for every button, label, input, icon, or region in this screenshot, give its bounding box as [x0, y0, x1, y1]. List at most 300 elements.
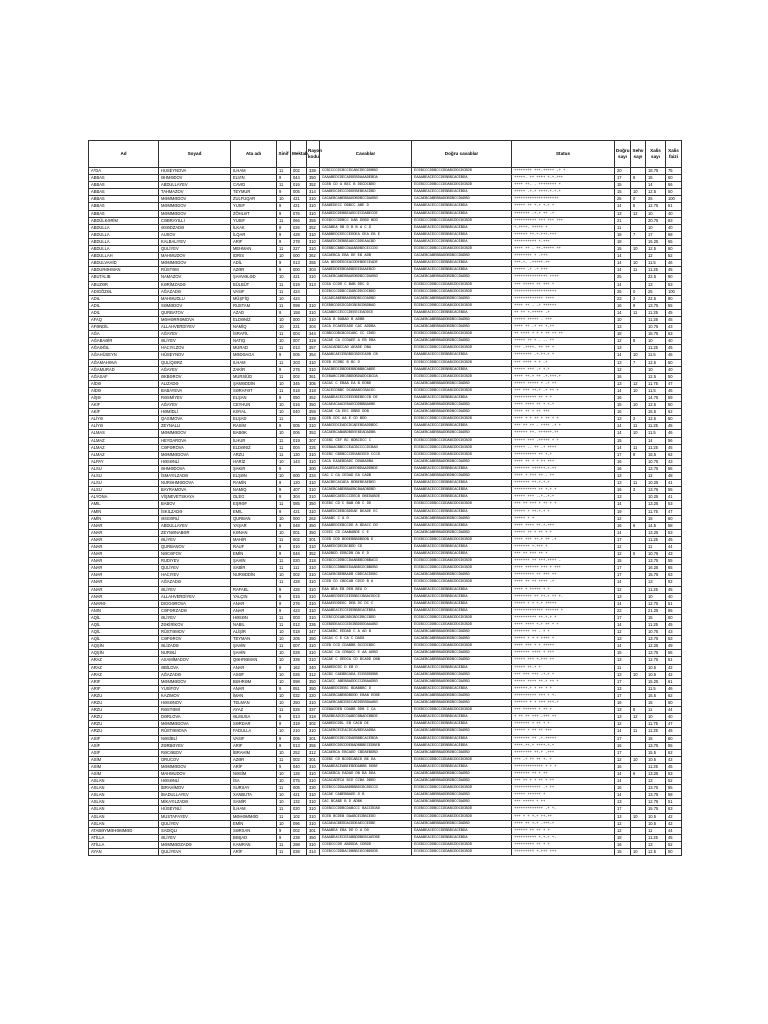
- cell-dogru-sayi: 16: [615, 458, 631, 465]
- cell-xalis-faiz: 43: [666, 551, 682, 558]
- cell-ata-adi: İSRAFİL: [231, 331, 277, 338]
- table-row: [89, 849, 682, 856]
- cell-ad: AQİL: [89, 622, 159, 629]
- cell-xalis-sayi: 15.75: [646, 331, 666, 338]
- cell-cavablar: EAABEDCDECBCBDD CD: [320, 543, 412, 550]
- cell-mektab: 020: [291, 558, 307, 565]
- cell-xalis-sayi: 11.5: [646, 260, 666, 267]
- cell-sehv-sayi: [631, 366, 646, 373]
- cell-ad: AKİF: [89, 409, 159, 416]
- cell-dogru-cavablar: EAAABEACECCCDEBBBCACEBDA: [412, 543, 512, 550]
- cell-sehv-sayi: [631, 763, 646, 770]
- cell-dogru-sayi: 14: [615, 792, 631, 799]
- cell-sinif: 9: [277, 522, 291, 529]
- cell-dogru-sayi: 15: [615, 849, 631, 856]
- cell-mektab: 426: [291, 586, 307, 593]
- cell-xalis-faiz: 41: [666, 480, 682, 487]
- cell-sinif: 10: [277, 799, 291, 806]
- cell-ata-adi: BƏŞAD: [231, 834, 277, 841]
- cell-status: ++++ + +++ ++ - ++: [512, 473, 615, 480]
- cell-sehv-sayi: [631, 465, 646, 472]
- cell-dogru-sayi: 15: [615, 189, 631, 196]
- cell-ata-adi: ELDƏNİZ: [231, 316, 277, 323]
- cell-xalis-sayi: 15: [646, 700, 666, 707]
- cell-cavablar: EAAABEACECEEABBDDBEBCAEDBE: [320, 834, 412, 841]
- cell-sehv-sayi: [631, 778, 646, 785]
- table-row: [89, 316, 682, 323]
- cell-rayon-kodu: 314: [307, 849, 320, 856]
- cell-dogru-sayi: 13: [615, 480, 631, 487]
- cell-status: +++ -+ ++ ++ +- +: [512, 756, 615, 763]
- cell-status: +++++++ ++ - + +: [512, 629, 615, 636]
- cell-ad: ABDULLA: [89, 224, 159, 231]
- cell-status: ++++ ++-+ ++ -+-+++-+: [512, 373, 615, 380]
- cell-rayon-kodu: 310: [307, 274, 320, 281]
- cell-status: +++++++++++++ ++++++ +: [512, 607, 615, 614]
- col-header-sinif: Sinif: [277, 141, 291, 168]
- cell-dogru-cavablar: CACAEBCABEBBADDBDBCCDADBD: [412, 380, 512, 387]
- cell-sehv-sayi: [631, 224, 646, 231]
- cell-ata-adi: NURƏDDİN: [231, 572, 277, 579]
- cell-dogru-cavablar: ECEBCCCDDBCCCDDABCDDCDCBDD: [412, 501, 512, 508]
- cell-sehv-sayi: [631, 331, 646, 338]
- cell-sehv-sayi: 11: [631, 444, 646, 451]
- cell-xalis-sayi: 15: [646, 515, 666, 522]
- cell-xalis-sayi: 10: [646, 593, 666, 600]
- cell-sehv-sayi: [631, 168, 646, 175]
- cell-dogru-sayi: 17: [615, 614, 631, 621]
- cell-sinif: 11: [277, 756, 291, 763]
- cell-sehv-sayi: 12: [631, 210, 646, 217]
- cell-xalis-sayi: 18.75: [646, 168, 666, 175]
- cell-dogru-sayi: 17: [615, 806, 631, 813]
- cell-sinif: 10: [277, 515, 291, 522]
- cell-soyad: NURƏHMƏDOVA: [159, 480, 231, 487]
- cell-sehv-sayi: 2: [631, 295, 646, 302]
- cell-ata-adi: MƏDƏAGA: [231, 352, 277, 359]
- table-row: [89, 522, 682, 529]
- cell-xalis-sayi: 13.75: [646, 487, 666, 494]
- cell-soyad: NURƏLİ: [159, 650, 231, 657]
- cell-sehv-sayi: [631, 735, 646, 742]
- cell-dogru-sayi: 13: [615, 473, 631, 480]
- cell-soyad: MİKAYILZADƏ: [159, 799, 231, 806]
- cell-xalis-faiz: 83: [666, 217, 682, 224]
- cell-rayon-kodu: 310: [307, 572, 320, 579]
- cell-rayon-kodu: 300: [307, 465, 320, 472]
- cell-ad: ALMAZ: [89, 444, 159, 451]
- cell-xalis-faiz: 47: [666, 721, 682, 728]
- table-row: [89, 700, 682, 707]
- cell-xalis-sayi: 11.25: [646, 444, 666, 451]
- cell-ad: ABDÜLKƏRİM: [89, 217, 159, 224]
- cell-xalis-faiz: 60: [666, 735, 682, 742]
- cell-xalis-sayi: 10.5: [646, 813, 666, 820]
- cell-sehv-sayi: 3: [631, 487, 646, 494]
- cell-cavablar: CCEA CCDD C BAB DDC D: [320, 281, 412, 288]
- cell-sehv-sayi: [631, 586, 646, 593]
- cell-xalis-sayi: 12.5: [646, 373, 666, 380]
- cell-dogru-sayi: 12: [615, 543, 631, 550]
- cell-cavablar: EAADBED EDBCDB DA E D: [320, 551, 412, 558]
- cell-ad: ASLAN: [89, 785, 159, 792]
- cell-ata-adi: TEYMUR: [231, 189, 277, 196]
- table-row: [89, 267, 682, 274]
- cell-ad: ARZU: [89, 721, 159, 728]
- cell-rayon-kodu: 355: [307, 217, 320, 224]
- cell-ad: ASİM: [89, 756, 159, 763]
- cell-dogru-cavablar: EAAABEACECCCDEBBBCACEBDA: [412, 714, 512, 721]
- cell-sehv-sayi: [631, 806, 646, 813]
- cell-ata-adi: ADİL: [231, 260, 277, 267]
- cell-rayon-kodu: 350: [307, 678, 320, 685]
- cell-sehv-sayi: [631, 536, 646, 543]
- cell-ad: AFƏNDİL: [89, 324, 159, 331]
- cell-soyad: MƏMMƏDOV: [159, 260, 231, 267]
- cell-xalis-faiz: 45: [666, 444, 682, 451]
- cell-rayon-kodu: 310: [307, 657, 320, 664]
- cell-rayon-kodu: 355: [307, 260, 320, 267]
- cell-status: +++ ++ ++ - ++++ -+ +: [512, 423, 615, 430]
- cell-rayon-kodu: 310: [307, 231, 320, 238]
- cell-mektab: 005: [291, 352, 307, 359]
- table-row: [89, 409, 682, 416]
- cell-sinif: 11: [277, 331, 291, 338]
- cell-rayon-kodu: 310: [307, 487, 320, 494]
- cell-xalis-sayi: 10: [646, 224, 666, 231]
- cell-ata-adi: SURXAY: [231, 785, 277, 792]
- cell-sehv-sayi: [631, 792, 646, 799]
- cell-xalis-faiz: 55: [666, 465, 682, 472]
- cell-sinif: 10: [277, 792, 291, 799]
- table-row: [89, 643, 682, 650]
- cell-sehv-sayi: 10: [631, 189, 646, 196]
- cell-ata-adi: ARZU: [231, 451, 277, 458]
- cell-status: ++++ ++ ++ ++++ -+: [512, 579, 615, 586]
- table-row: [89, 529, 682, 536]
- table-row: [89, 650, 682, 657]
- cell-xalis-faiz: 46: [666, 260, 682, 267]
- cell-status: ++++++++++ +++ +++ +++: [512, 217, 615, 224]
- cell-xalis-sayi: 12.75: [646, 203, 666, 210]
- cell-soyad: AĞAZADƏ: [159, 288, 231, 295]
- cell-cavablar: CCEBCCCDD ABDDDA CDBDD: [320, 841, 412, 848]
- cell-soyad: ORUCOV: [159, 756, 231, 763]
- cell-mektab: 250: [291, 700, 307, 707]
- cell-mektab: 210: [291, 728, 307, 735]
- cell-dogru-cavablar: ECEBCCCDDBCCCDDABCDDCDCBDD: [412, 622, 512, 629]
- cell-xalis-sayi: 13.75: [646, 785, 666, 792]
- cell-sinif: 9: [277, 721, 291, 728]
- cell-dogru-cavablar: CACAEBCABEBBADDBDBCCDADBD: [412, 657, 512, 664]
- cell-mektab: 098: [291, 678, 307, 685]
- cell-xalis-faiz: 52: [666, 778, 682, 785]
- cell-mektab: 428: [291, 231, 307, 238]
- cell-xalis-faiz: 47: [666, 508, 682, 515]
- cell-rayon-kodu: 314: [307, 189, 320, 196]
- cell-xalis-faiz: 45: [666, 586, 682, 593]
- table-row: [89, 338, 682, 345]
- cell-ad: ASİM: [89, 763, 159, 770]
- cell-mektab: 040: [291, 763, 307, 770]
- cell-xalis-sayi: 16.25: [646, 238, 666, 245]
- cell-sinif: 10: [277, 473, 291, 480]
- cell-ata-adi: ALİŞİR: [231, 629, 277, 636]
- cell-xalis-faiz: 48: [666, 473, 682, 480]
- cell-sehv-sayi: [631, 650, 646, 657]
- cell-soyad: RÜSTƏMOV: [159, 629, 231, 636]
- cell-sehv-sayi: [631, 834, 646, 841]
- cell-ad: ABBAS: [89, 175, 159, 182]
- cell-soyad: AĞAZADƏ: [159, 671, 231, 678]
- cell-xalis-sayi: 12.5: [646, 246, 666, 253]
- cell-xalis-sayi: 12.5: [646, 416, 666, 423]
- cell-sehv-sayi: [631, 458, 646, 465]
- cell-xalis-faiz: 45: [666, 728, 682, 735]
- cell-ad: ABBAS: [89, 182, 159, 189]
- cell-mektab: 098: [291, 302, 307, 309]
- cell-sehv-sayi: [631, 217, 646, 224]
- cell-mektab: 158: [291, 309, 307, 316]
- cell-dogru-cavablar: EAAABEACECCCDEBBBCACEBDA: [412, 487, 512, 494]
- cell-xalis-sayi: 20.75: [646, 217, 666, 224]
- cell-xalis-sayi: 11: [646, 707, 666, 714]
- col-header-dogru-sayi: Doğru sayı: [615, 141, 631, 168]
- cell-xalis-sayi: 12.75: [646, 657, 666, 664]
- cell-sinif: 11: [277, 345, 291, 352]
- cell-xalis-sayi: 13: [646, 579, 666, 586]
- cell-dogru-sayi: 14: [615, 352, 631, 359]
- cell-xalis-sayi: 15: [646, 175, 666, 182]
- cell-ad: ANIN: [89, 607, 159, 614]
- cell-sehv-sayi: [631, 749, 646, 756]
- cell-rayon-kodu: 350: [307, 522, 320, 529]
- cell-dogru-cavablar: CACAEBCABEBBADDBDBCCDADBD: [412, 458, 512, 465]
- cell-sehv-sayi: 8: [631, 451, 646, 458]
- cell-rayon-kodu: 301: [307, 827, 320, 834]
- cell-ata-adi: ŞAHVƏLƏD: [231, 274, 277, 281]
- cell-dogru-cavablar: EAAABEACECCCDEBBBCACEBDA: [412, 593, 512, 600]
- cell-mektab: 221: [291, 324, 307, 331]
- cell-mektab: 019: [291, 281, 307, 288]
- cell-status: +++++ + + +-+ +++++: [512, 600, 615, 607]
- cell-sinif: 11: [277, 373, 291, 380]
- cell-ata-adi: ZULFUQAR: [231, 196, 277, 203]
- cell-dogru-cavablar: CACAEBCABEBBADDBDBCCDADBD: [412, 749, 512, 756]
- cell-sinif: 10: [277, 657, 291, 664]
- cell-sehv-sayi: 12: [631, 714, 646, 721]
- cell-soyad: CƏFƏRZADƏ: [159, 607, 231, 614]
- cell-soyad: NƏSİBLİ: [159, 735, 231, 742]
- cell-sinif: 10: [277, 778, 291, 785]
- cell-xalis-faiz: 52: [666, 841, 682, 848]
- cell-dogru-cavablar: CACAEBCABEBBADDBDBCCDADBD: [412, 515, 512, 522]
- cell-dogru-sayi: 13: [615, 494, 631, 501]
- cell-cavablar: CACACADBCCAD AEADE DBA: [320, 345, 412, 352]
- cell-ad: ABBAS: [89, 196, 159, 203]
- cell-mektab: 421: [291, 792, 307, 799]
- cell-sehv-sayi: [631, 324, 646, 331]
- cell-dogru-sayi: 17: [615, 451, 631, 458]
- cell-sinif: 11: [277, 579, 291, 586]
- cell-xalis-sayi: 11.5: [646, 387, 666, 394]
- cell-xalis-sayi: 25: [646, 288, 666, 295]
- cell-xalis-faiz: 45: [666, 834, 682, 841]
- cell-status: +++ ++++ + + -+: [512, 359, 615, 366]
- table-row: [89, 458, 682, 465]
- cell-ad: ABUZƏR: [89, 281, 159, 288]
- cell-status: ++++-++-+ ++++-+-+: [512, 742, 615, 749]
- cell-sinif: 9: [277, 494, 291, 501]
- cell-soyad: ALLAHVERDİYEV: [159, 593, 231, 600]
- cell-ata-adi: FADULLA: [231, 728, 277, 735]
- cell-sehv-sayi: [631, 501, 646, 508]
- cell-sinif: 9: [277, 735, 291, 742]
- cell-dogru-sayi: 14: [615, 430, 631, 437]
- cell-dogru-cavablar: EAAABEACECCCDEBBBCACEBDA: [412, 231, 512, 238]
- cell-soyad: ASAMİMADOV: [159, 657, 231, 664]
- cell-cavablar: CCEBDDEACCCEDCBBDDDDAAABD: [320, 622, 412, 629]
- cell-xalis-faiz: 53: [666, 281, 682, 288]
- cell-xalis-faiz: 41: [666, 494, 682, 501]
- cell-soyad: ƏLİZADƏ: [159, 643, 231, 650]
- cell-ad: ATABƏYMƏHƏMMƏD: [89, 827, 159, 834]
- table-row: [89, 395, 682, 402]
- cell-sinif: 9: [277, 607, 291, 614]
- cell-dogru-sayi: 16: [615, 742, 631, 749]
- cell-status: ++++ ++ +-+ -+++-+: [512, 820, 615, 827]
- cell-ad: ASLAN: [89, 820, 159, 827]
- cell-status: +++ +++ ++-+ -+ ++ +: [512, 387, 615, 394]
- cell-soyad: TAHMAZOV: [159, 189, 231, 196]
- cell-status: ++++++++++ +++ + +-: [512, 692, 615, 699]
- cell-ad: ARIF: [89, 678, 159, 685]
- table-row: [89, 607, 682, 614]
- cell-dogru-cavablar: CACAEBCABEBBADDBDBCCDADBD: [412, 274, 512, 281]
- cell-xalis-sayi: 10.75: [646, 551, 666, 558]
- cell-xalis-sayi: 12: [646, 253, 666, 260]
- cell-ad: AQİL: [89, 614, 159, 621]
- cell-cavablar: EAAABEACEABEEBDDABBB DDBE: [320, 763, 412, 770]
- cell-rayon-kodu: 337: [307, 707, 320, 714]
- cell-xalis-sayi: 10: [646, 210, 666, 217]
- cell-status: ++++ ++ - ++-+++++ ++: [512, 246, 615, 253]
- cell-dogru-sayi: 13: [615, 714, 631, 721]
- cell-sinif: 10: [277, 572, 291, 579]
- cell-cavablar: CACACADECA BCD CCBA DBDD: [320, 778, 412, 785]
- cell-sehv-sayi: [631, 799, 646, 806]
- cell-rayon-kodu: 310: [307, 841, 320, 848]
- cell-dogru-cavablar: CACAEBCABEBBADDBDBCCDADBD: [412, 253, 512, 260]
- cell-sehv-sayi: [631, 373, 646, 380]
- cell-xalis-faiz: 40: [666, 593, 682, 600]
- cell-sehv-sayi: [631, 721, 646, 728]
- cell-dogru-cavablar: ECEBCCCDDBCCCDDABCDDCDCBDD: [412, 579, 512, 586]
- cell-sinif: 10: [277, 380, 291, 387]
- cell-mektab: 278: [291, 238, 307, 245]
- table-row: [89, 416, 682, 423]
- cell-dogru-cavablar: EAAABEACECCCDEBBBCACEBDA: [412, 586, 512, 593]
- cell-ad: ANAR: [89, 522, 159, 529]
- cell-cavablar: CAABEDCDECCDDDEBEBEACDBD: [320, 189, 412, 196]
- cell-cavablar: EAAABCAECEBDBDCBDCEADB CB: [320, 352, 412, 359]
- cell-status: ++++ ++ -+ ++ +-++: [512, 324, 615, 331]
- cell-dogru-cavablar: ECEBCCCDDBCCCDDABCDDCDCBDD: [412, 565, 512, 572]
- cell-mektab: 298: [291, 841, 307, 848]
- cell-rayon-kodu: 262: [307, 515, 320, 522]
- cell-xalis-sayi: 11.5: [646, 685, 666, 692]
- cell-xalis-sayi: 11.5: [646, 352, 666, 359]
- cell-dogru-cavablar: CACAEBCABEBBADDBDBCCDADBD: [412, 572, 512, 579]
- cell-ata-adi: RAFAEL: [231, 586, 277, 593]
- cell-cavablar: CACAEBCA EBA DE EB ADB: [320, 253, 412, 260]
- cell-ata-adi: HƏSƏN: [231, 614, 277, 621]
- cell-status: +++++++++++++ ++++: [512, 295, 615, 302]
- cell-xalis-sayi: 12.5: [646, 849, 666, 856]
- cell-xalis-sayi: 13: [646, 778, 666, 785]
- cell-sinif: 9: [277, 366, 291, 373]
- cell-ad: AĞABAƏİR: [89, 338, 159, 345]
- cell-xalis-faiz: 46: [666, 430, 682, 437]
- table-row: [89, 281, 682, 288]
- cell-dogru-cavablar: ECEBCCCDDBCCCDDABCDDCDCBDD: [412, 849, 512, 856]
- cell-dogru-sayi: 12: [615, 366, 631, 373]
- cell-ata-adi: YALÇIN: [231, 593, 277, 600]
- cell-status: ++++ ++ + ++ +++: [512, 409, 615, 416]
- cell-cavablar: CCEBCCDCABCBDCBDCDBCCBDD: [320, 614, 412, 621]
- cell-xalis-faiz: 59: [666, 395, 682, 402]
- cell-sinif: 11: [277, 806, 291, 813]
- cell-xalis-faiz: 51: [666, 799, 682, 806]
- cell-dogru-sayi: 12: [615, 721, 631, 728]
- col-header-soyad: Soyad: [159, 141, 231, 168]
- cell-soyad: HÜSEYNOV: [159, 352, 231, 359]
- cell-dogru-sayi: 17: [615, 565, 631, 572]
- cell-cavablar: CAABEDCDDCDDEBADBBBECEDBEB: [320, 742, 412, 749]
- cell-sehv-sayi: [631, 742, 646, 749]
- cell-mektab: 162: [291, 664, 307, 671]
- cell-status: ++++++++++ +-+-+ +-: [512, 834, 615, 841]
- cell-ata-adi: VASIF: [231, 735, 277, 742]
- cell-ata-adi: ARİF: [231, 763, 277, 770]
- cell-ad: ASLAN: [89, 806, 159, 813]
- cell-mektab: 040: [291, 409, 307, 416]
- cell-ad: ANAR: [89, 572, 159, 579]
- table-row: [89, 629, 682, 636]
- cell-rayon-kodu: 310: [307, 203, 320, 210]
- cell-ad: ARZU: [89, 692, 159, 699]
- cell-dogru-cavablar: EAAABEACECCCDEBBBCACEBDA: [412, 224, 512, 231]
- cell-dogru-cavablar: ECEBCCCDDBCCCDDABCDDCDCBDD: [412, 813, 512, 820]
- cell-sehv-sayi: 5: [631, 203, 646, 210]
- cell-cavablar: CCEBCCCDDBACDBBBCDCDBDDDB: [320, 849, 412, 856]
- cell-rayon-kodu: 305: [307, 380, 320, 387]
- cell-dogru-cavablar: EAAABEACECCCDEBBBCACEBDA: [412, 189, 512, 196]
- table-row: [89, 714, 682, 721]
- cell-sinif: 11: [277, 841, 291, 848]
- table-row: [89, 778, 682, 785]
- cell-dogru-cavablar: CACAEBCABEBBADDBDBCCDADBD: [412, 728, 512, 735]
- cell-cavablar: ECEBC CBDBCCCDEABCEED CCCD: [320, 451, 412, 458]
- cell-rayon-kodu: 339: [307, 416, 320, 423]
- cell-ad: ANAR: [89, 593, 159, 600]
- cell-dogru-sayi: 14: [615, 643, 631, 650]
- cell-cavablar: EAAABEDCEBCCDD A BDACC DD: [320, 522, 412, 529]
- cell-sehv-sayi: 8: [631, 707, 646, 714]
- table-row: [89, 551, 682, 558]
- table-row: [89, 622, 682, 629]
- cell-ata-adi: TELMAN: [231, 700, 277, 707]
